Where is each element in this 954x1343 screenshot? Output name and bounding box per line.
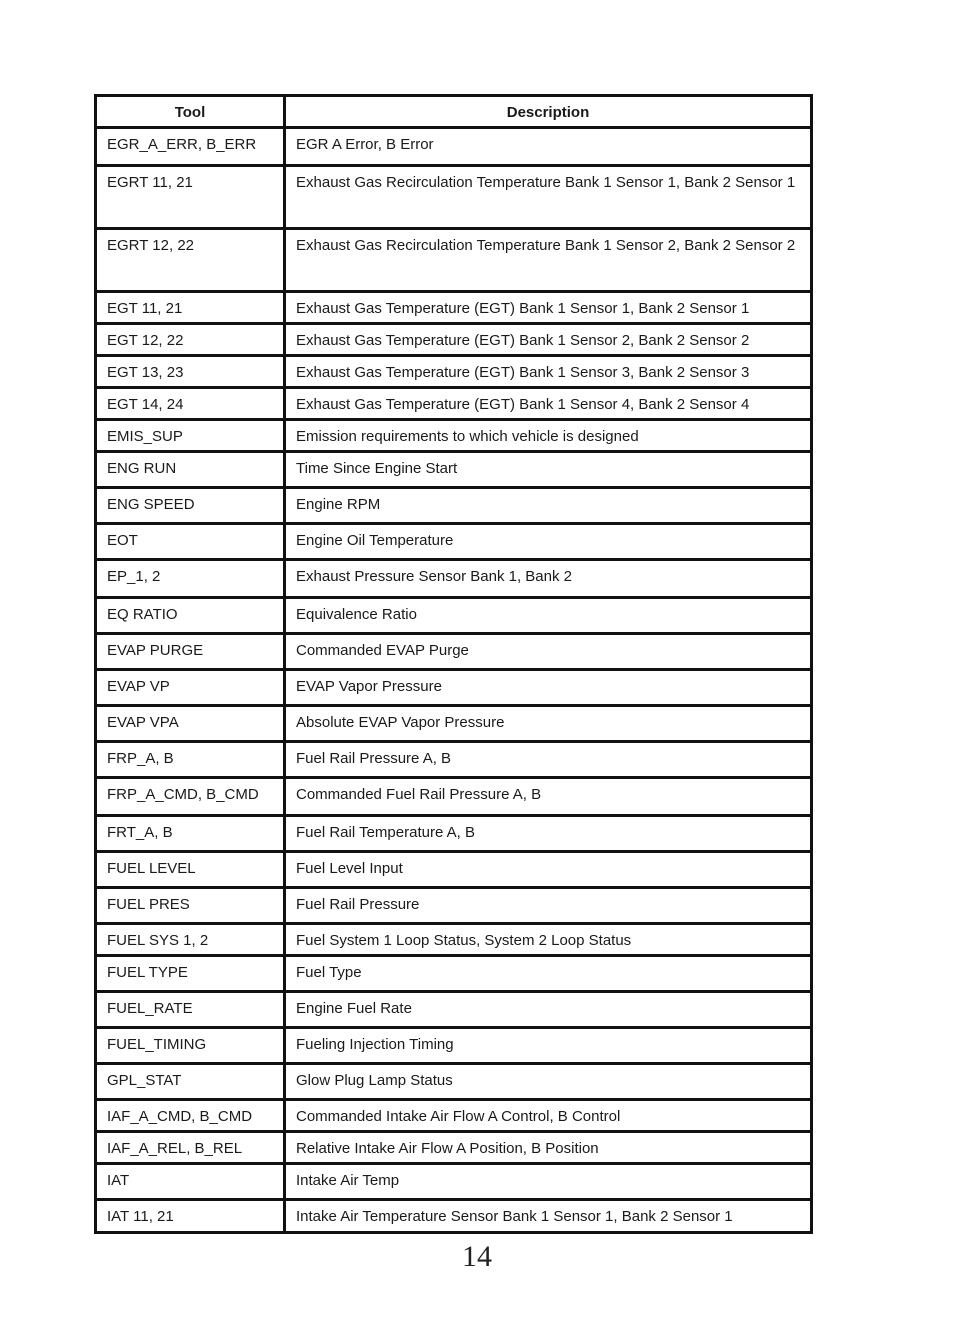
tool-cell: EGT 11, 21 <box>96 292 285 324</box>
description-cell: Exhaust Gas Temperature (EGT) Bank 1 Sensor 4, Bank 2 Sensor 4 <box>285 388 812 420</box>
tool-cell: IAT 11, 21 <box>96 1200 285 1233</box>
description-cell: Engine RPM <box>285 488 812 524</box>
description-cell: Equivalence Ratio <box>285 598 812 634</box>
tool-cell: EMIS_SUP <box>96 420 285 452</box>
description-cell: Fuel Rail Pressure A, B <box>285 742 812 778</box>
table-row <box>96 778 812 816</box>
table-row <box>96 292 812 324</box>
table-row <box>96 388 812 420</box>
tool-cell: EGRT 12, 22 <box>96 229 285 292</box>
description-cell: Commanded EVAP Purge <box>285 634 812 670</box>
header-description: Description <box>285 96 812 128</box>
table-row <box>96 634 812 670</box>
table-header-row <box>96 96 812 128</box>
tool-cell: EGT 12, 22 <box>96 324 285 356</box>
description-cell: Time Since Engine Start <box>285 452 812 488</box>
description-cell: Intake Air Temp <box>285 1164 812 1200</box>
description-cell: Exhaust Gas Temperature (EGT) Bank 1 Sensor 3, Bank 2 Sensor 3 <box>285 356 812 388</box>
tool-cell: EVAP PURGE <box>96 634 285 670</box>
tool-cell: FRP_A_CMD, B_CMD <box>96 778 285 816</box>
table-row <box>96 488 812 524</box>
tool-cell: EQ RATIO <box>96 598 285 634</box>
tool-cell: IAT <box>96 1164 285 1200</box>
description-cell: Fuel System 1 Loop Status, System 2 Loop Status <box>285 924 812 956</box>
tool-cell: FUEL_RATE <box>96 992 285 1028</box>
tool-cell: FUEL PRES <box>96 888 285 924</box>
table-row <box>96 742 812 778</box>
description-cell: Absolute EVAP Vapor Pressure <box>285 706 812 742</box>
table-row <box>96 1200 812 1233</box>
tool-cell: EP_1, 2 <box>96 560 285 598</box>
description-cell: Fueling Injection Timing <box>285 1028 812 1064</box>
table-row <box>96 706 812 742</box>
tool-cell: FUEL SYS 1, 2 <box>96 924 285 956</box>
tool-cell: EVAP VP <box>96 670 285 706</box>
header-tool: Tool <box>96 96 285 128</box>
description-cell: Engine Fuel Rate <box>285 992 812 1028</box>
description-cell: Intake Air Temperature Sensor Bank 1 Sensor 1, Bank 2 Sensor 1 <box>285 1200 812 1233</box>
description-cell: Commanded Intake Air Flow A Control, B Control <box>285 1100 812 1132</box>
description-cell: Engine Oil Temperature <box>285 524 812 560</box>
tool-cell: EGT 13, 23 <box>96 356 285 388</box>
table-row <box>96 670 812 706</box>
description-cell: Fuel Type <box>285 956 812 992</box>
tool-cell: EGR_A_ERR, B_ERR <box>96 128 285 166</box>
tool-cell: ENG SPEED <box>96 488 285 524</box>
tool-cell: EGT 14, 24 <box>96 388 285 420</box>
tool-cell: IAF_A_REL, B_REL <box>96 1132 285 1164</box>
description-cell: EVAP Vapor Pressure <box>285 670 812 706</box>
page-number: 14 <box>462 1240 492 1273</box>
table-row <box>96 524 812 560</box>
table-row <box>96 1132 812 1164</box>
table-row <box>96 888 812 924</box>
description-cell: Commanded Fuel Rail Pressure A, B <box>285 778 812 816</box>
description-cell: Exhaust Gas Recirculation Temperature Bank 1 Sensor 1, Bank 2 Sensor 1 <box>285 166 812 229</box>
description-cell: Fuel Rail Pressure <box>285 888 812 924</box>
table-row <box>96 324 812 356</box>
tool-cell: FUEL LEVEL <box>96 852 285 888</box>
table-row <box>96 128 812 166</box>
description-cell: Glow Plug Lamp Status <box>285 1064 812 1100</box>
table-row <box>96 816 812 852</box>
table-row <box>96 1064 812 1100</box>
table-body <box>96 128 812 1233</box>
description-cell: Exhaust Gas Recirculation Temperature Bank 1 Sensor 2, Bank 2 Sensor 2 <box>285 229 812 292</box>
table-row <box>96 924 812 956</box>
tool-cell: EGRT 11, 21 <box>96 166 285 229</box>
table-row <box>96 229 812 292</box>
description-cell: Fuel Rail Temperature A, B <box>285 816 812 852</box>
description-cell: EGR A Error, B Error <box>285 128 812 166</box>
table-row <box>96 992 812 1028</box>
description-cell: Exhaust Pressure Sensor Bank 1, Bank 2 <box>285 560 812 598</box>
table-row <box>96 560 812 598</box>
table-row <box>96 1100 812 1132</box>
tool-cell: FRT_A, B <box>96 816 285 852</box>
tool-cell: FUEL_TIMING <box>96 1028 285 1064</box>
description-cell: Exhaust Gas Temperature (EGT) Bank 1 Sensor 1, Bank 2 Sensor 1 <box>285 292 812 324</box>
description-cell: Emission requirements to which vehicle is designed <box>285 420 812 452</box>
table-row <box>96 452 812 488</box>
tool-cell: GPL_STAT <box>96 1064 285 1100</box>
table-row <box>96 1164 812 1200</box>
table-row <box>96 1028 812 1064</box>
tool-cell: ENG RUN <box>96 452 285 488</box>
tool-cell: IAF_A_CMD, B_CMD <box>96 1100 285 1132</box>
tool-cell: EOT <box>96 524 285 560</box>
table-row <box>96 166 812 229</box>
table-row <box>96 420 812 452</box>
obd-parameter-table <box>94 94 813 1234</box>
description-cell: Exhaust Gas Temperature (EGT) Bank 1 Sensor 2, Bank 2 Sensor 2 <box>285 324 812 356</box>
table-row <box>96 598 812 634</box>
tool-cell: FUEL TYPE <box>96 956 285 992</box>
table-row <box>96 852 812 888</box>
table-row <box>96 356 812 388</box>
table-row <box>96 956 812 992</box>
description-cell: Relative Intake Air Flow A Position, B Position <box>285 1132 812 1164</box>
tool-cell: FRP_A, B <box>96 742 285 778</box>
tool-cell: EVAP VPA <box>96 706 285 742</box>
description-cell: Fuel Level Input <box>285 852 812 888</box>
